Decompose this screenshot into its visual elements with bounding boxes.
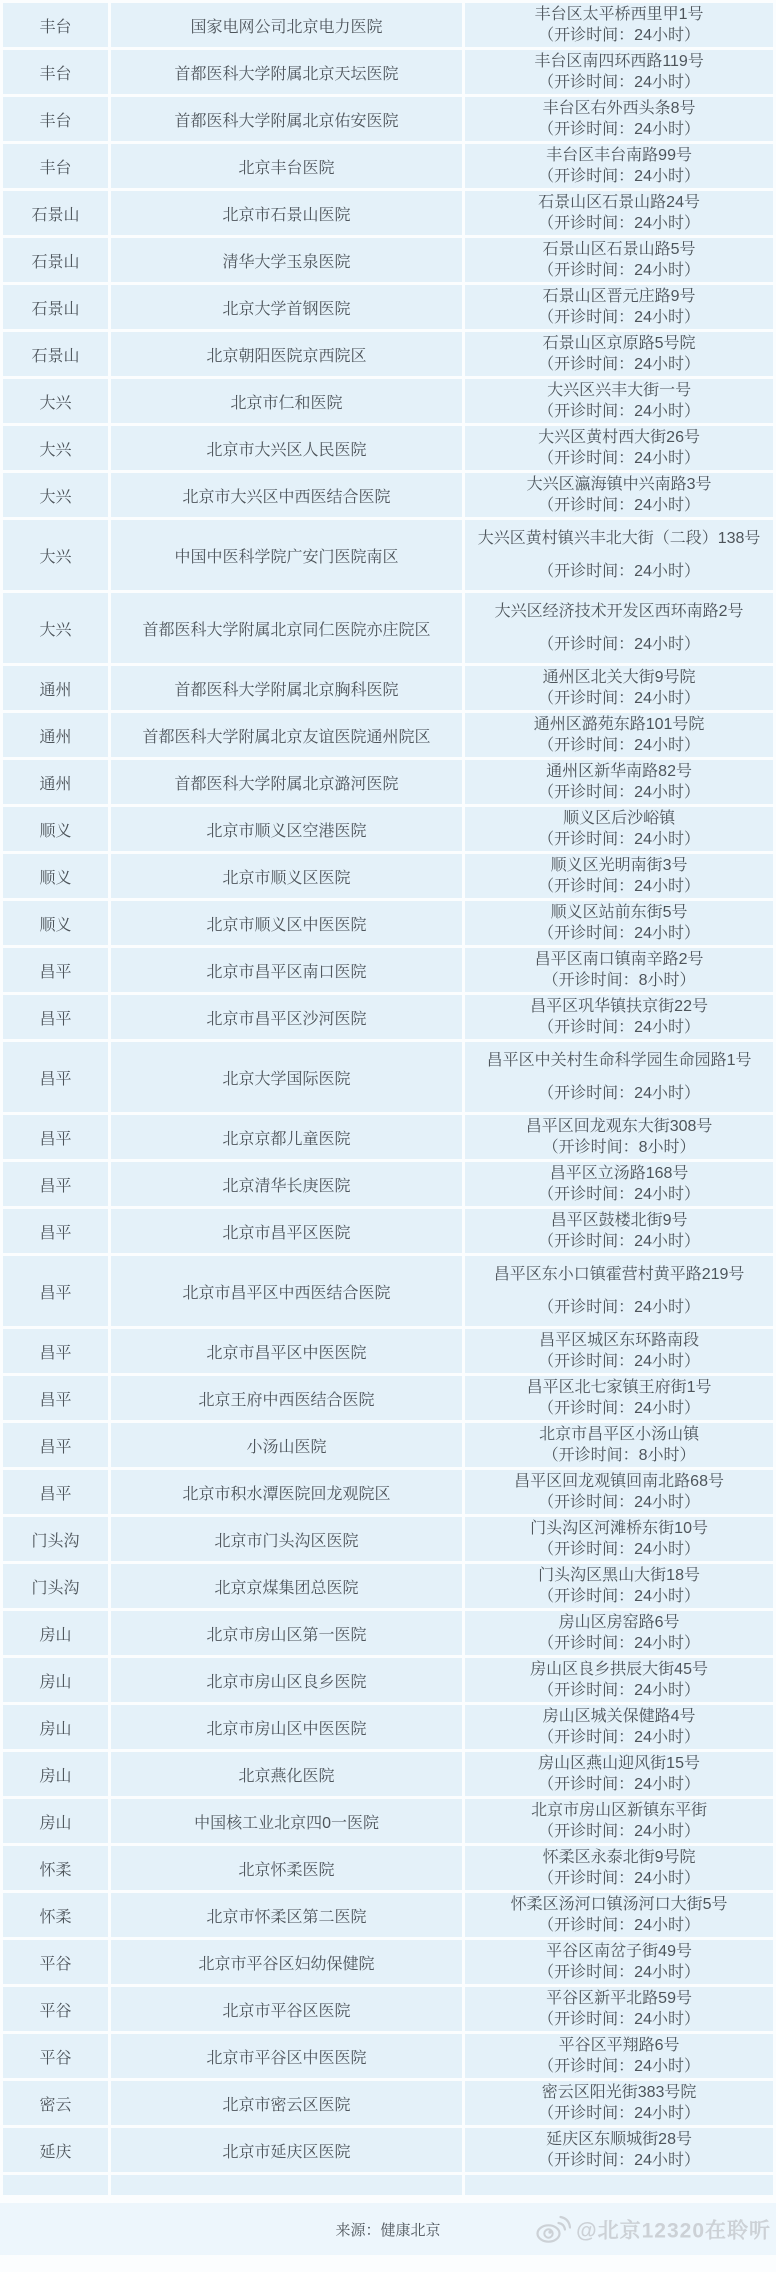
- empty-row: [3, 2175, 773, 2195]
- district-cell: 房山: [3, 1658, 108, 1702]
- hospital-name-cell: 北京清华长庚医院: [111, 1162, 462, 1206]
- table-row: [3, 2081, 773, 2125]
- address-cell: [465, 191, 773, 235]
- opening-hours-text: （开诊时间：24小时）: [538, 1682, 700, 1699]
- opening-hours-text: （开诊时间：24小时）: [538, 215, 700, 232]
- table-row: [3, 948, 773, 992]
- address-text: 密云区阳光街383号院: [541, 2084, 697, 2101]
- hospital-name-cell: 北京王府中西医结合医院: [111, 1376, 462, 1420]
- address-cell: [465, 1940, 773, 1984]
- address-cell: [465, 1256, 773, 1326]
- opening-hours-text: （开诊时间：24小时）: [538, 121, 700, 138]
- hospital-name-cell: 北京市顺义区中医医院: [111, 901, 462, 945]
- address-text: 昌平区巩华镇扶京街22号: [530, 998, 708, 1015]
- table-row: [3, 1423, 773, 1467]
- address-text: 丰台区丰台南路99号: [546, 147, 692, 164]
- address-text: 房山区良乡拱辰大街45号: [530, 1661, 708, 1678]
- district-cell: 石景山: [3, 238, 108, 282]
- opening-hours-text: （开诊时间：24小时）: [538, 1085, 700, 1102]
- opening-hours-text: （开诊时间：24小时）: [538, 356, 700, 373]
- hospital-name-cell: 北京市昌平区中西医结合医院: [111, 1256, 462, 1326]
- district-cell: 房山: [3, 1611, 108, 1655]
- weibo-icon: [535, 2214, 571, 2245]
- district-cell: 门头沟: [3, 1517, 108, 1561]
- hospital-name-cell: 北京市大兴区中西医结合医院: [111, 473, 462, 517]
- address-cell: [465, 1376, 773, 1420]
- table-row: [3, 1611, 773, 1655]
- hospital-name-cell: 北京市顺义区空港医院: [111, 807, 462, 851]
- address-text: 通州区潞苑东路101号院: [533, 716, 705, 733]
- hospital-name-cell: 北京市平谷区中医医院: [111, 2034, 462, 2078]
- address-text: 昌平区回龙观镇回南北路68号: [514, 1473, 724, 1490]
- hospital-name-cell: 北京市积水潭医院回龙观院区: [111, 1470, 462, 1514]
- hospital-name-cell: 北京大学首钢医院: [111, 285, 462, 329]
- table-row: [3, 1470, 773, 1514]
- hospital-name-cell: 首都医科大学附属北京友谊医院通州院区: [111, 713, 462, 757]
- district-cell: 密云: [3, 2081, 108, 2125]
- district-cell: 通州: [3, 666, 108, 710]
- table-row: [3, 191, 773, 235]
- source-text: 来源：健康北京: [335, 2221, 441, 2239]
- opening-hours-text: （开诊时间：24小时）: [538, 1299, 700, 1316]
- opening-hours-text: （开诊时间：24小时）: [538, 1186, 700, 1203]
- district-cell: 顺义: [3, 854, 108, 898]
- district-cell: 昌平: [3, 1209, 108, 1253]
- hospital-name-cell: 中国中医科学院广安门医院南区: [111, 520, 462, 590]
- address-cell: [465, 1115, 773, 1159]
- opening-hours-text: （开诊时间：24小时）: [538, 1870, 700, 1887]
- address-cell: [465, 1846, 773, 1890]
- district-cell: 平谷: [3, 1940, 108, 1984]
- address-cell: [465, 995, 773, 1039]
- address-text: 怀柔区汤河口镇汤河口大街5号: [510, 1896, 728, 1913]
- table-row: [3, 854, 773, 898]
- address-cell: [465, 1042, 773, 1112]
- hospital-name-cell: 北京京煤集团总医院: [111, 1564, 462, 1608]
- address-text: 昌平区东小口镇霍营村黄平路219号: [493, 1266, 745, 1283]
- opening-hours-text: （开诊时间：24小时）: [538, 1635, 700, 1652]
- address-text: 房山区燕山迎风街15号: [538, 1755, 700, 1772]
- table-row: [3, 285, 773, 329]
- district-cell: 昌平: [3, 1329, 108, 1373]
- table-row: [3, 1256, 773, 1326]
- table-row: [3, 1846, 773, 1890]
- district-cell: 石景山: [3, 285, 108, 329]
- opening-hours-text: （开诊时间：24小时）: [538, 1494, 700, 1511]
- table-row: [3, 426, 773, 470]
- opening-hours-text: （开诊时间：24小时）: [538, 636, 700, 653]
- table-row: [3, 2034, 773, 2078]
- address-text: 顺义区光明南街3号: [550, 857, 688, 874]
- address-cell: [465, 1611, 773, 1655]
- table-row: [3, 1517, 773, 1561]
- hospital-name-cell: 首都医科大学附属北京天坛医院: [111, 50, 462, 94]
- hospital-name-cell: 北京市仁和医院: [111, 379, 462, 423]
- opening-hours-text: （开诊时间：24小时）: [538, 925, 700, 942]
- hospital-name-cell: 北京市房山区中医医院: [111, 1705, 462, 1749]
- opening-hours-text: （开诊时间：24小时）: [538, 1776, 700, 1793]
- table-row: [3, 1115, 773, 1159]
- hospital-name-cell: 北京市延庆区医院: [111, 2128, 462, 2172]
- district-cell: 昌平: [3, 1115, 108, 1159]
- table-row: [3, 1329, 773, 1373]
- table-row: [3, 144, 773, 188]
- district-cell: 昌平: [3, 995, 108, 1039]
- empty-hospital-cell: [111, 2175, 462, 2195]
- table-row: [3, 807, 773, 851]
- district-cell: 大兴: [3, 520, 108, 590]
- address-cell: [465, 379, 773, 423]
- opening-hours-text: （开诊时间：24小时）: [538, 878, 700, 895]
- address-text: 通州区新华南路82号: [546, 763, 692, 780]
- hospital-name-cell: 北京丰台医院: [111, 144, 462, 188]
- address-cell: [465, 713, 773, 757]
- address-cell: [465, 666, 773, 710]
- opening-hours-text: （开诊时间：24小时）: [538, 784, 700, 801]
- opening-hours-text: （开诊时间：24小时）: [538, 262, 700, 279]
- district-cell: 石景山: [3, 332, 108, 376]
- district-cell: 顺义: [3, 807, 108, 851]
- address-cell: [465, 332, 773, 376]
- table-row: [3, 760, 773, 804]
- hospital-name-cell: 首都医科大学附属北京潞河医院: [111, 760, 462, 804]
- address-text: 延庆区东顺城街28号: [546, 2131, 692, 2148]
- address-text: 大兴区黄村西大街26号: [538, 429, 700, 446]
- district-cell: 通州: [3, 760, 108, 804]
- opening-hours-text: （开诊时间：24小时）: [538, 690, 700, 707]
- address-cell: [465, 2081, 773, 2125]
- opening-hours-text: （开诊时间：8小时）: [542, 1447, 696, 1464]
- address-text: 石景山区石景山路24号: [538, 194, 700, 211]
- table-row: [3, 1799, 773, 1843]
- hospital-name-cell: 北京市房山区第一医院: [111, 1611, 462, 1655]
- opening-hours-text: （开诊时间：24小时）: [538, 1729, 700, 1746]
- address-text: 石景山区石景山路5号: [542, 241, 696, 258]
- table-row: [3, 379, 773, 423]
- table-row: [3, 1564, 773, 1608]
- hospital-name-cell: 北京大学国际医院: [111, 1042, 462, 1112]
- opening-hours-text: （开诊时间：24小时）: [538, 1019, 700, 1036]
- address-text: 北京市昌平区小汤山镇: [539, 1426, 700, 1443]
- opening-hours-text: （开诊时间：24小时）: [538, 309, 700, 326]
- address-cell: [465, 1209, 773, 1253]
- address-cell: [465, 97, 773, 141]
- address-cell: [465, 854, 773, 898]
- opening-hours-text: （开诊时间：24小时）: [538, 450, 700, 467]
- district-cell: 延庆: [3, 2128, 108, 2172]
- hospital-name-cell: 北京京都儿童医院: [111, 1115, 462, 1159]
- address-cell: [465, 1987, 773, 2031]
- opening-hours-text: （开诊时间：24小时）: [538, 2058, 700, 2075]
- address-cell: [465, 520, 773, 590]
- address-cell: [465, 901, 773, 945]
- opening-hours-text: （开诊时间：24小时）: [538, 74, 700, 91]
- address-cell: [465, 1517, 773, 1561]
- address-cell: [465, 426, 773, 470]
- district-cell: 大兴: [3, 379, 108, 423]
- address-text: 昌平区鼓楼北街9号: [550, 1212, 688, 1229]
- address-text: 石景山区晋元庄路9号: [542, 288, 696, 305]
- address-text: 昌平区中关村生命科学园生命园路1号: [486, 1052, 752, 1069]
- opening-hours-text: （开诊时间：24小时）: [538, 737, 700, 754]
- address-cell: [465, 1423, 773, 1467]
- address-cell: [465, 1658, 773, 1702]
- empty-address-cell: [465, 2175, 773, 2195]
- address-cell: [465, 1329, 773, 1373]
- district-cell: 通州: [3, 713, 108, 757]
- hospital-name-cell: 北京市大兴区人民医院: [111, 426, 462, 470]
- district-cell: 门头沟: [3, 1564, 108, 1608]
- address-text: 昌平区回龙观东大街308号: [525, 1118, 713, 1135]
- district-cell: 平谷: [3, 2034, 108, 2078]
- opening-hours-text: （开诊时间：24小时）: [538, 2011, 700, 2028]
- district-cell: 大兴: [3, 593, 108, 663]
- address-cell: [465, 1470, 773, 1514]
- address-cell: [465, 3, 773, 47]
- district-cell: 丰台: [3, 50, 108, 94]
- address-cell: [465, 1705, 773, 1749]
- district-cell: 大兴: [3, 426, 108, 470]
- district-cell: 怀柔: [3, 1846, 108, 1890]
- table-row: [3, 332, 773, 376]
- opening-hours-text: （开诊时间：24小时）: [538, 2152, 700, 2169]
- address-cell: [465, 760, 773, 804]
- address-text: 房山区房窑路6号: [558, 1614, 680, 1631]
- hospital-name-cell: 北京市石景山医院: [111, 191, 462, 235]
- hospital-name-cell: 北京市昌平区沙河医院: [111, 995, 462, 1039]
- opening-hours-text: （开诊时间：24小时）: [538, 1353, 700, 1370]
- district-cell: 昌平: [3, 1256, 108, 1326]
- district-cell: 丰台: [3, 97, 108, 141]
- address-text: 大兴区瀛海镇中兴南路3号: [526, 476, 712, 493]
- opening-hours-text: （开诊时间：24小时）: [538, 563, 700, 580]
- table-row: [3, 1658, 773, 1702]
- table-row: [3, 473, 773, 517]
- opening-hours-text: （开诊时间：8小时）: [542, 1139, 696, 1156]
- address-cell: [465, 1799, 773, 1843]
- address-text: 顺义区后沙峪镇: [563, 810, 676, 827]
- table-row: [3, 1893, 773, 1937]
- table-row: [3, 238, 773, 282]
- opening-hours-text: （开诊时间：24小时）: [538, 1233, 700, 1250]
- footer: [0, 2203, 776, 2255]
- address-text: 平谷区平翔路6号: [558, 2037, 680, 2054]
- opening-hours-text: （开诊时间：24小时）: [538, 2105, 700, 2122]
- table-row: [3, 666, 773, 710]
- hospital-name-cell: 北京市平谷区妇幼保健院: [111, 1940, 462, 1984]
- address-text: 石景山区京原路5号院: [542, 335, 696, 352]
- address-cell: [465, 1893, 773, 1937]
- hospital-name-cell: 中国核工业北京四0一医院: [111, 1799, 462, 1843]
- hospital-name-cell: 首都医科大学附属北京同仁医院亦庄院区: [111, 593, 462, 663]
- address-cell: [465, 1564, 773, 1608]
- hospital-name-cell: 首都医科大学附属北京佑安医院: [111, 97, 462, 141]
- address-cell: [465, 285, 773, 329]
- table-row: [3, 1162, 773, 1206]
- table-row: [3, 1705, 773, 1749]
- district-cell: 昌平: [3, 1423, 108, 1467]
- address-text: 门头沟区河滩桥东街10号: [530, 1520, 708, 1537]
- hospital-name-cell: 北京燕化医院: [111, 1752, 462, 1796]
- address-cell: [465, 473, 773, 517]
- address-cell: [465, 2128, 773, 2172]
- hospital-name-cell: 北京市平谷区医院: [111, 1987, 462, 2031]
- hospital-name-cell: 清华大学玉泉医院: [111, 238, 462, 282]
- district-cell: 房山: [3, 1752, 108, 1796]
- address-cell: [465, 50, 773, 94]
- address-text: 通州区北关大街9号院: [542, 669, 696, 686]
- hospital-name-cell: 北京市怀柔区第二医院: [111, 1893, 462, 1937]
- address-text: 平谷区新平北路59号: [546, 1990, 692, 2007]
- district-cell: 丰台: [3, 3, 108, 47]
- district-cell: 怀柔: [3, 1893, 108, 1937]
- address-cell: [465, 593, 773, 663]
- district-cell: 昌平: [3, 948, 108, 992]
- address-text: 昌平区北七家镇王府街1号: [526, 1379, 712, 1396]
- address-text: 顺义区站前东街5号: [550, 904, 688, 921]
- opening-hours-text: （开诊时间：24小时）: [538, 168, 700, 185]
- opening-hours-text: （开诊时间：24小时）: [538, 1588, 700, 1605]
- opening-hours-text: （开诊时间：24小时）: [538, 1964, 700, 1981]
- address-cell: [465, 948, 773, 992]
- address-text: 平谷区南岔子街49号: [546, 1943, 692, 1960]
- table-row: [3, 901, 773, 945]
- hospital-name-cell: 北京朝阳医院京西院区: [111, 332, 462, 376]
- weibo-watermark: [535, 2214, 771, 2245]
- district-cell: 丰台: [3, 144, 108, 188]
- opening-hours-text: （开诊时间：24小时）: [538, 1541, 700, 1558]
- address-text: 大兴区黄村镇兴丰北大街（二段）138号: [477, 530, 761, 547]
- address-text: 怀柔区永泰北街9号院: [542, 1849, 696, 1866]
- address-cell: [465, 807, 773, 851]
- hospital-name-cell: 北京市门头沟区医院: [111, 1517, 462, 1561]
- address-text: 昌平区城区东环路南段: [539, 1332, 700, 1349]
- address-cell: [465, 144, 773, 188]
- table-row: [3, 1042, 773, 1112]
- district-cell: 平谷: [3, 1987, 108, 2031]
- district-cell: 房山: [3, 1705, 108, 1749]
- district-cell: 房山: [3, 1799, 108, 1843]
- district-cell: 石景山: [3, 191, 108, 235]
- district-cell: 昌平: [3, 1162, 108, 1206]
- address-cell: [465, 1752, 773, 1796]
- hospital-name-cell: 小汤山医院: [111, 1423, 462, 1467]
- address-text: 丰台区南四环西路119号: [534, 53, 704, 70]
- address-text: 门头沟区黑山大街18号: [538, 1567, 700, 1584]
- table-row: [3, 1376, 773, 1420]
- district-cell: 昌平: [3, 1470, 108, 1514]
- table-row: [3, 3, 773, 47]
- address-text: 丰台区右外西头条8号: [542, 100, 696, 117]
- district-cell: 昌平: [3, 1376, 108, 1420]
- hospital-name-cell: 国家电网公司北京电力医院: [111, 3, 462, 47]
- hospital-name-cell: 首都医科大学附属北京胸科医院: [111, 666, 462, 710]
- opening-hours-text: （开诊时间：24小时）: [538, 497, 700, 514]
- opening-hours-text: （开诊时间：24小时）: [538, 27, 700, 44]
- hospital-name-cell: 北京市房山区良乡医院: [111, 1658, 462, 1702]
- opening-hours-text: （开诊时间：24小时）: [538, 1400, 700, 1417]
- address-text: 大兴区兴丰大街一号: [547, 382, 692, 399]
- table-row: [3, 1987, 773, 2031]
- address-text: 大兴区经济技术开发区西环南路2号: [494, 603, 744, 620]
- table-row: [3, 1209, 773, 1253]
- district-cell: 昌平: [3, 1042, 108, 1112]
- hospital-table-body: [3, 3, 773, 2172]
- opening-hours-text: （开诊时间：24小时）: [538, 831, 700, 848]
- address-cell: [465, 1162, 773, 1206]
- watermark-text: @北京12320在聆听: [576, 2219, 771, 2242]
- table-row: [3, 520, 773, 590]
- district-cell: 顺义: [3, 901, 108, 945]
- address-cell: [465, 2034, 773, 2078]
- opening-hours-text: （开诊时间：24小时）: [538, 1823, 700, 1840]
- address-text: 昌平区南口镇南辛路2号: [534, 951, 704, 968]
- table-row: [3, 1940, 773, 1984]
- opening-hours-text: （开诊时间：8小时）: [542, 972, 696, 989]
- hospital-name-cell: 北京怀柔医院: [111, 1846, 462, 1890]
- address-text: 房山区城关保健路4号: [542, 1708, 696, 1725]
- hospital-name-cell: 北京市顺义区医院: [111, 854, 462, 898]
- table-row: [3, 995, 773, 1039]
- hospital-name-cell: 北京市昌平区医院: [111, 1209, 462, 1253]
- hospital-name-cell: 北京市昌平区中医医院: [111, 1329, 462, 1373]
- hospital-name-cell: 北京市昌平区南口医院: [111, 948, 462, 992]
- table-row: [3, 97, 773, 141]
- table-row: [3, 2128, 773, 2172]
- opening-hours-text: （开诊时间：24小时）: [538, 1917, 700, 1934]
- table-row: [3, 593, 773, 663]
- hospital-name-cell: 北京市密云区医院: [111, 2081, 462, 2125]
- district-cell: 大兴: [3, 473, 108, 517]
- opening-hours-text: （开诊时间：24小时）: [538, 403, 700, 420]
- address-text: 昌平区立汤路168号: [549, 1165, 689, 1182]
- address-text: 北京市房山区新镇东平街: [531, 1802, 708, 1819]
- address-cell: [465, 238, 773, 282]
- table-row: [3, 1752, 773, 1796]
- table-row: [3, 713, 773, 757]
- address-text: 丰台区太平桥西里甲1号: [534, 6, 704, 23]
- empty-district-cell: [3, 2175, 108, 2195]
- table-row: [3, 50, 773, 94]
